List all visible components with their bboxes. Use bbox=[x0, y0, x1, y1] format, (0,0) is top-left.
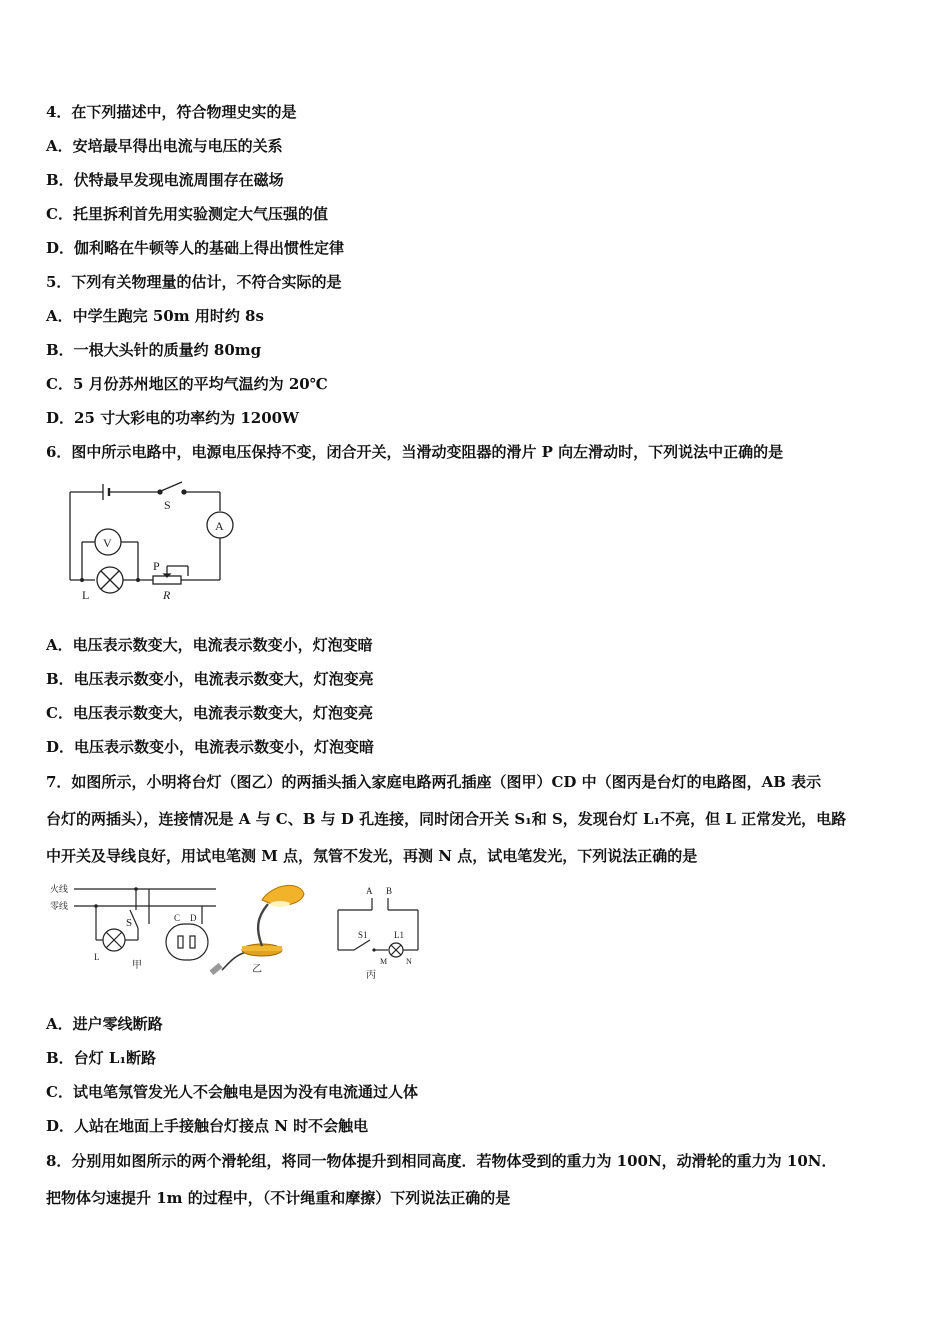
q7-figure-yi-desk-lamp bbox=[200, 880, 315, 980]
q4-option-d: D．伽利略在牛顿等人的基础上得出惯性定律 bbox=[46, 239, 345, 257]
q6-stem: 6．图中所示电路中，电源电压保持不变，闭合开关，当滑动变阻器的滑片 P 向左滑动时，下列说法中正确的是 bbox=[46, 443, 784, 461]
q7-label-neutral-wire: 零线 bbox=[50, 901, 69, 911]
q6-option-c: C．电压表示数变大，电流表示数变大，灯泡变亮 bbox=[46, 704, 373, 722]
q7-label-live-wire: 火线 bbox=[50, 884, 69, 894]
q6-option-b: B．电压表示数变小，电流表示数变大，灯泡变亮 bbox=[46, 670, 374, 688]
q4-option-c: C．托里拆利首先用实验测定大气压强的值 bbox=[46, 205, 328, 223]
q5-option-c: C．5 月份苏州地区的平均气温约为 20℃ bbox=[46, 375, 328, 393]
q7-label-d: D bbox=[190, 913, 197, 923]
q8-stem-line-2: 把物体匀速提升 1m 的过程中，（不计绳重和摩擦）下列说法正确的是 bbox=[46, 1189, 511, 1207]
q5-option-b: B．一根大头针的质量约 80mg bbox=[46, 341, 262, 359]
q7-label-s1: S1 bbox=[358, 930, 368, 940]
q6-option-d: D．电压表示数变小，电流表示数变小，灯泡变暗 bbox=[46, 738, 375, 756]
q7-stem-line-2: 台灯的两插头），连接情况是 A 与 C、B 与 D 孔连接，同时闭合开关 S₁和 S，发现台灯 L₁不亮，但 L 正常发光，电路 bbox=[46, 810, 847, 828]
q8-stem-line-1: 8．分别用如图所示的两个滑轮组，将同一物体提升到相同高度．若物体受到的重力为 100N，动滑轮的重力为 10N． bbox=[46, 1152, 837, 1170]
q7-label-l1: L1 bbox=[394, 930, 404, 940]
q7-option-d: D．人站在地面上手接触台灯接点 N 时不会触电 bbox=[46, 1117, 369, 1135]
q6-circuit-diagram bbox=[60, 478, 250, 608]
q6-label-v: V bbox=[103, 536, 112, 550]
q7-label-c: C bbox=[174, 913, 181, 923]
q6-option-a: A．电压表示数变大，电流表示数变小，灯泡变暗 bbox=[46, 636, 373, 654]
q7-stem-line-3: 中开关及导线良好，用试电笔测 M 点，氖管不发光，再测 N 点，试电笔发光，下列说法正确的是 bbox=[46, 847, 698, 865]
q7-label-l: L bbox=[94, 952, 100, 962]
q5-option-d: D．25 寸大彩电的功率约为 1200W bbox=[46, 409, 299, 427]
q5-option-a: A．中学生跑完 50m 用时约 8s bbox=[46, 307, 264, 325]
q7-option-a: A．进户零线断路 bbox=[46, 1015, 163, 1033]
q7-stem-line-1: 7．如图所示，小明将台灯（图乙）的两插头插入家庭电路两孔插座（图甲）CD 中（图丙是台灯的电路图，AB 表示 bbox=[46, 773, 822, 791]
q7-label-jia: 甲 bbox=[132, 960, 142, 971]
q7-label-s: S bbox=[126, 917, 133, 929]
q7-label-bing: 丙 bbox=[366, 970, 376, 981]
q7-figure-jia-household-circuit bbox=[46, 880, 226, 980]
q4-option-b: B．伏特最早发现电流周围存在磁场 bbox=[46, 171, 284, 189]
q7-option-b: B．台灯 L₁断路 bbox=[46, 1049, 157, 1067]
q7-label-plug-b: B bbox=[386, 886, 393, 896]
q6-label-s: S bbox=[164, 498, 171, 512]
q6-label-l: L bbox=[82, 588, 90, 602]
q6-label-p: P bbox=[153, 559, 160, 573]
q7-label-yi: 乙 bbox=[252, 964, 262, 975]
q7-label-plug-a: A bbox=[366, 886, 373, 896]
q7-option-c: C．试电笔氖管发光人不会触电是因为没有电流通过人体 bbox=[46, 1083, 418, 1101]
q7-figure-bing-lamp-circuit bbox=[330, 880, 435, 985]
q5-stem: 5．下列有关物理量的估计，不符合实际的是 bbox=[46, 273, 342, 291]
q6-label-r: R bbox=[163, 588, 171, 602]
q7-label-n: N bbox=[406, 957, 412, 966]
q4-option-a: A．安培最早得出电流与电压的关系 bbox=[46, 137, 283, 155]
q7-label-m: M bbox=[380, 957, 388, 966]
q6-label-a: A bbox=[215, 519, 224, 533]
q4-stem: 4．在下列描述中，符合物理史实的是 bbox=[46, 103, 297, 121]
